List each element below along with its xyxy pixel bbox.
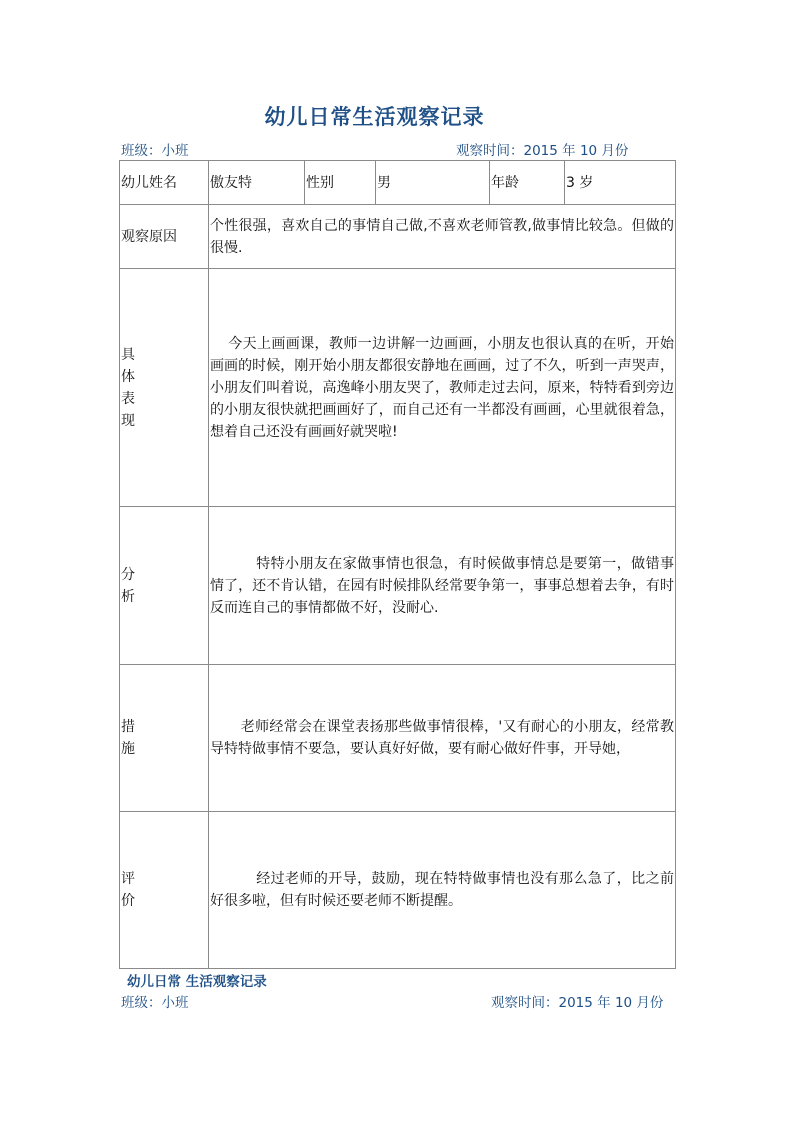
class-label: 班级：小班 bbox=[121, 143, 189, 159]
reason-row bbox=[120, 205, 676, 269]
evaluation-text: 经过老师的开导，鼓励，现在特特做事情也没有那么急了，比之前好很多啦，但有时候还要老师不断提醒。 bbox=[209, 812, 676, 969]
measures-label-cell bbox=[120, 665, 209, 812]
age-value: 3 岁 bbox=[565, 161, 676, 205]
observation-table bbox=[119, 160, 676, 969]
gender-label: 性别 bbox=[305, 161, 376, 205]
footer-title: 幼儿日常 生活观察记录 bbox=[127, 974, 267, 990]
page-title: 幼儿日常生活观察记录 bbox=[264, 104, 485, 129]
performance-row bbox=[120, 269, 676, 507]
gender-value: 男 bbox=[376, 161, 490, 205]
name-value: 傲友特 bbox=[209, 161, 305, 205]
observation-time: 观察时间：2015 年 10 月份 bbox=[456, 143, 629, 159]
measures-row bbox=[120, 665, 676, 812]
footer-class-label: 班级：小班 bbox=[121, 995, 189, 1011]
evaluation-row bbox=[120, 812, 676, 969]
age-label: 年龄 bbox=[490, 161, 565, 205]
header-row bbox=[120, 161, 676, 205]
performance-label-cell bbox=[120, 269, 209, 507]
performance-label: 具体表现 bbox=[121, 346, 135, 429]
evaluation-label: 评价 bbox=[121, 871, 135, 909]
evaluation-label-cell bbox=[120, 812, 209, 969]
footer-observation-time: 观察时间：2015 年 10 月份 bbox=[491, 995, 664, 1011]
name-label: 幼儿姓名 bbox=[120, 161, 209, 205]
reason-text: 个性很强，喜欢自己的事情自己做,不喜欢老师管教,做事情比较急。但做的很慢. bbox=[209, 205, 676, 269]
analysis-row bbox=[120, 507, 676, 665]
reason-label: 观察原因 bbox=[120, 205, 209, 269]
performance-text: 今天上画画课，教师一边讲解一边画画，小朋友也很认真的在听，开始画画的时候，刚开始小朋友都很安静地在画画，过了不久，听到一声哭声，小朋友们叫着说，高逸峰小朋友哭了，教师走过去问，原来，特特看到旁边的小朋友很快就把画画好了，而自己还有一半都没有画画，心里就很着急，想着自己还没有画画好就哭啦! bbox=[209, 269, 676, 507]
measures-label: 措施 bbox=[121, 719, 135, 757]
measures-text: 老师经常会在课堂表扬那些做事情很棒，'又有耐心的小朋友，经常教导特特做事情不要急，要认真好好做，要有耐心做好件事，开导她， bbox=[209, 665, 676, 812]
analysis-label: 分析 bbox=[121, 566, 135, 605]
analysis-text: 特特小朋友在家做事情也很急，有时候做事情总是要第一，做错事情了，还不肯认错，在园有时候排队经常要争第一，事事总想着去争，有时反而连自己的事情都做不好，没耐心. bbox=[209, 507, 676, 665]
analysis-label-cell bbox=[120, 507, 209, 665]
